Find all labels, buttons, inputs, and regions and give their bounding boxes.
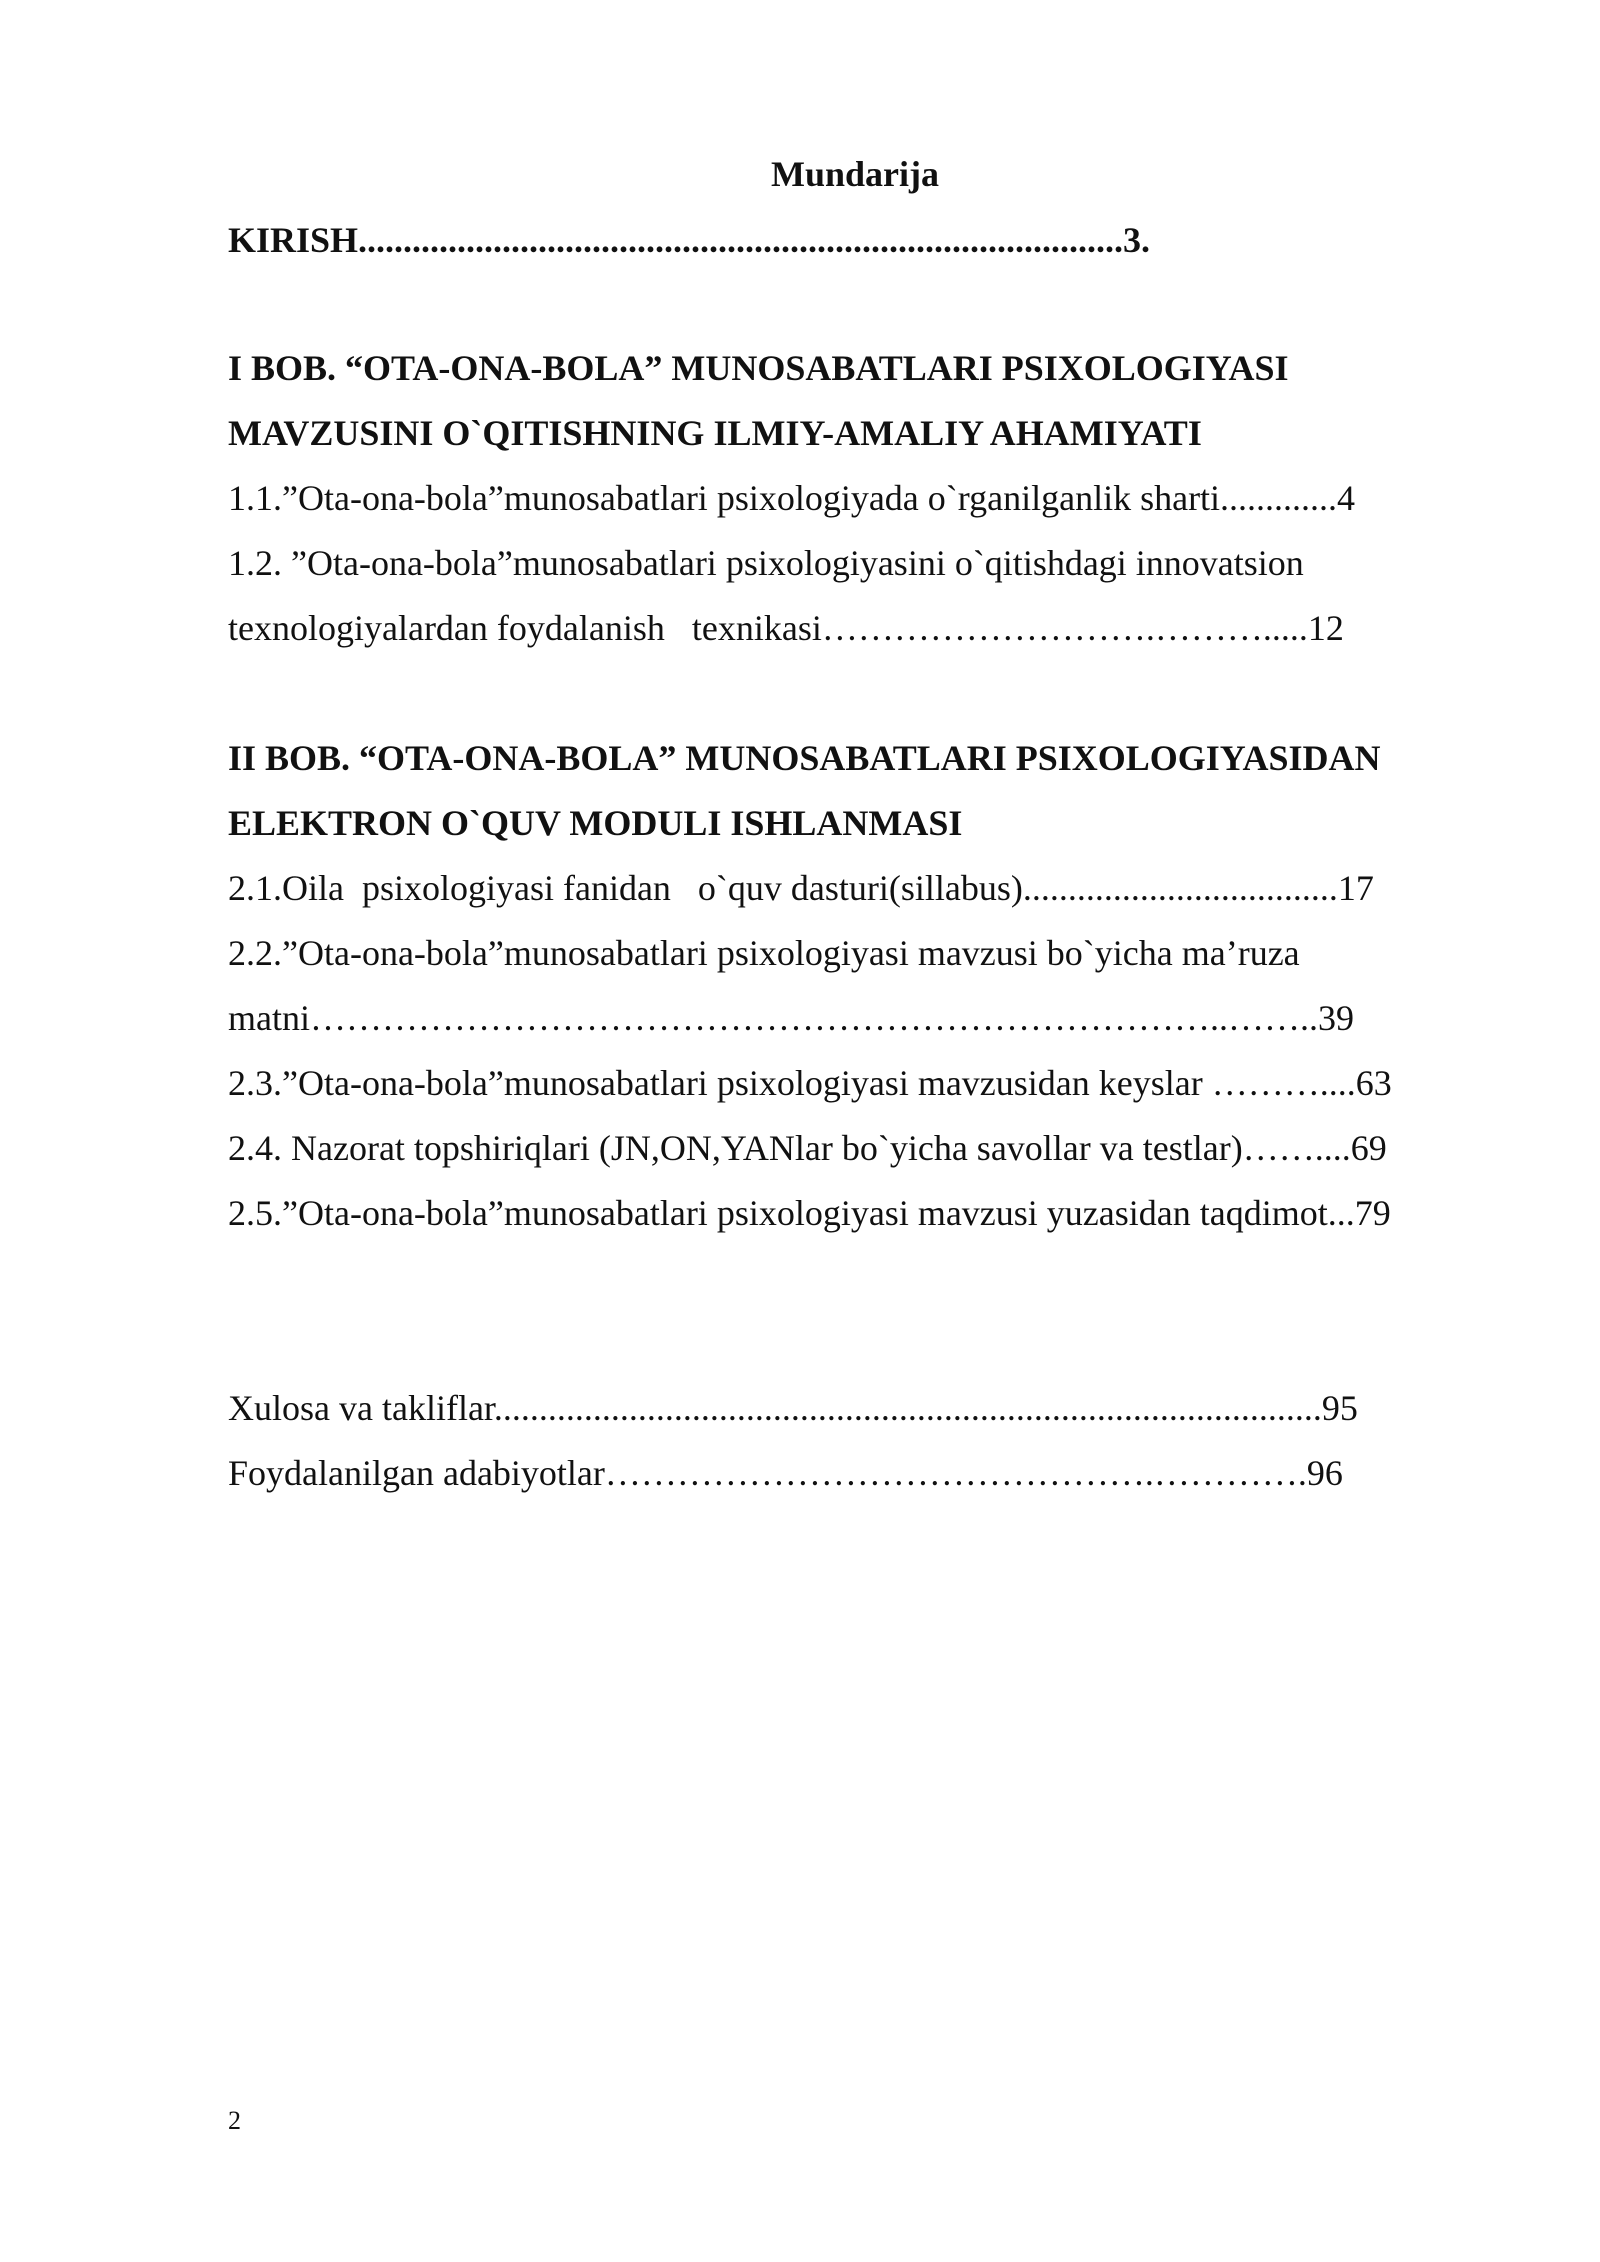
toc-entry-2-3: 2.3.”Ota-ona-bola”munosabatlari psixologiyasi mavzusidan keyslar ………....63 <box>228 1063 1392 1103</box>
toc-entry-conclusion: Xulosa va takliflar............................................................................................95 <box>228 1388 1358 1428</box>
toc-entry-2-2-line-2: matni…………………………………………………………………..……..39 <box>228 998 1354 1038</box>
toc-entry-kirish: KIRISH.....................................................................................3. <box>228 220 1151 260</box>
toc-entry-2-1: 2.1.Oila psixologiyasi fanidan o`quv dasturi(sillabus)...................................17 <box>228 868 1374 908</box>
toc-entry-2-5: 2.5.”Ota-ona-bola”munosabatlari psixologiyasi mavzusi yuzasidan taqdimot...79 <box>228 1193 1391 1233</box>
chapter-1-heading-line-1: I BOB. “OTA-ONA-BOLA” MUNOSABATLARI PSIXOLOGIYASI <box>228 348 1289 388</box>
toc-entry-2-4: 2.4. Nazorat topshiriqlari (JN,ON,YANlar bo`yicha savollar va testlar)……....69 <box>228 1128 1387 1168</box>
chapter-1-heading-line-2: MAVZUSINI O`QITISHNING ILMIY-AMALIY AHAMIYATI <box>228 413 1202 453</box>
page-number: 2 <box>228 2106 241 2135</box>
toc-entry-1-1: 1.1.”Ota-ona-bola”munosabatlari psixologiyada o`rganilganlik sharti.............4 <box>228 478 1356 518</box>
toc-entry-2-2-line-1: 2.2.”Ota-ona-bola”munosabatlari psixologiyasi mavzusi bo`yicha ma’ruza <box>228 933 1300 973</box>
toc-entry-references: Foydalanilgan adabiyotlar……………………………………….………….96 <box>228 1453 1343 1493</box>
toc-entry-1-2-line-1: 1.2. ”Ota-ona-bola”munosabatlari psixologiyasini o`qitishdagi innovatsion <box>228 543 1304 583</box>
chapter-2-heading-line-2: ELEKTRON O`QUV MODULI ISHLANMASI <box>228 803 963 843</box>
toc-entry-1-2-line-2: texnologiyalardan foydalanish texnikasi……………………….……….....12 <box>228 608 1344 648</box>
page-title: Mundarija <box>770 154 939 194</box>
chapter-2-heading-line-1: II BOB. “OTA-ONA-BOLA” MUNOSABATLARI PSIXOLOGIYASIDAN <box>228 738 1381 778</box>
